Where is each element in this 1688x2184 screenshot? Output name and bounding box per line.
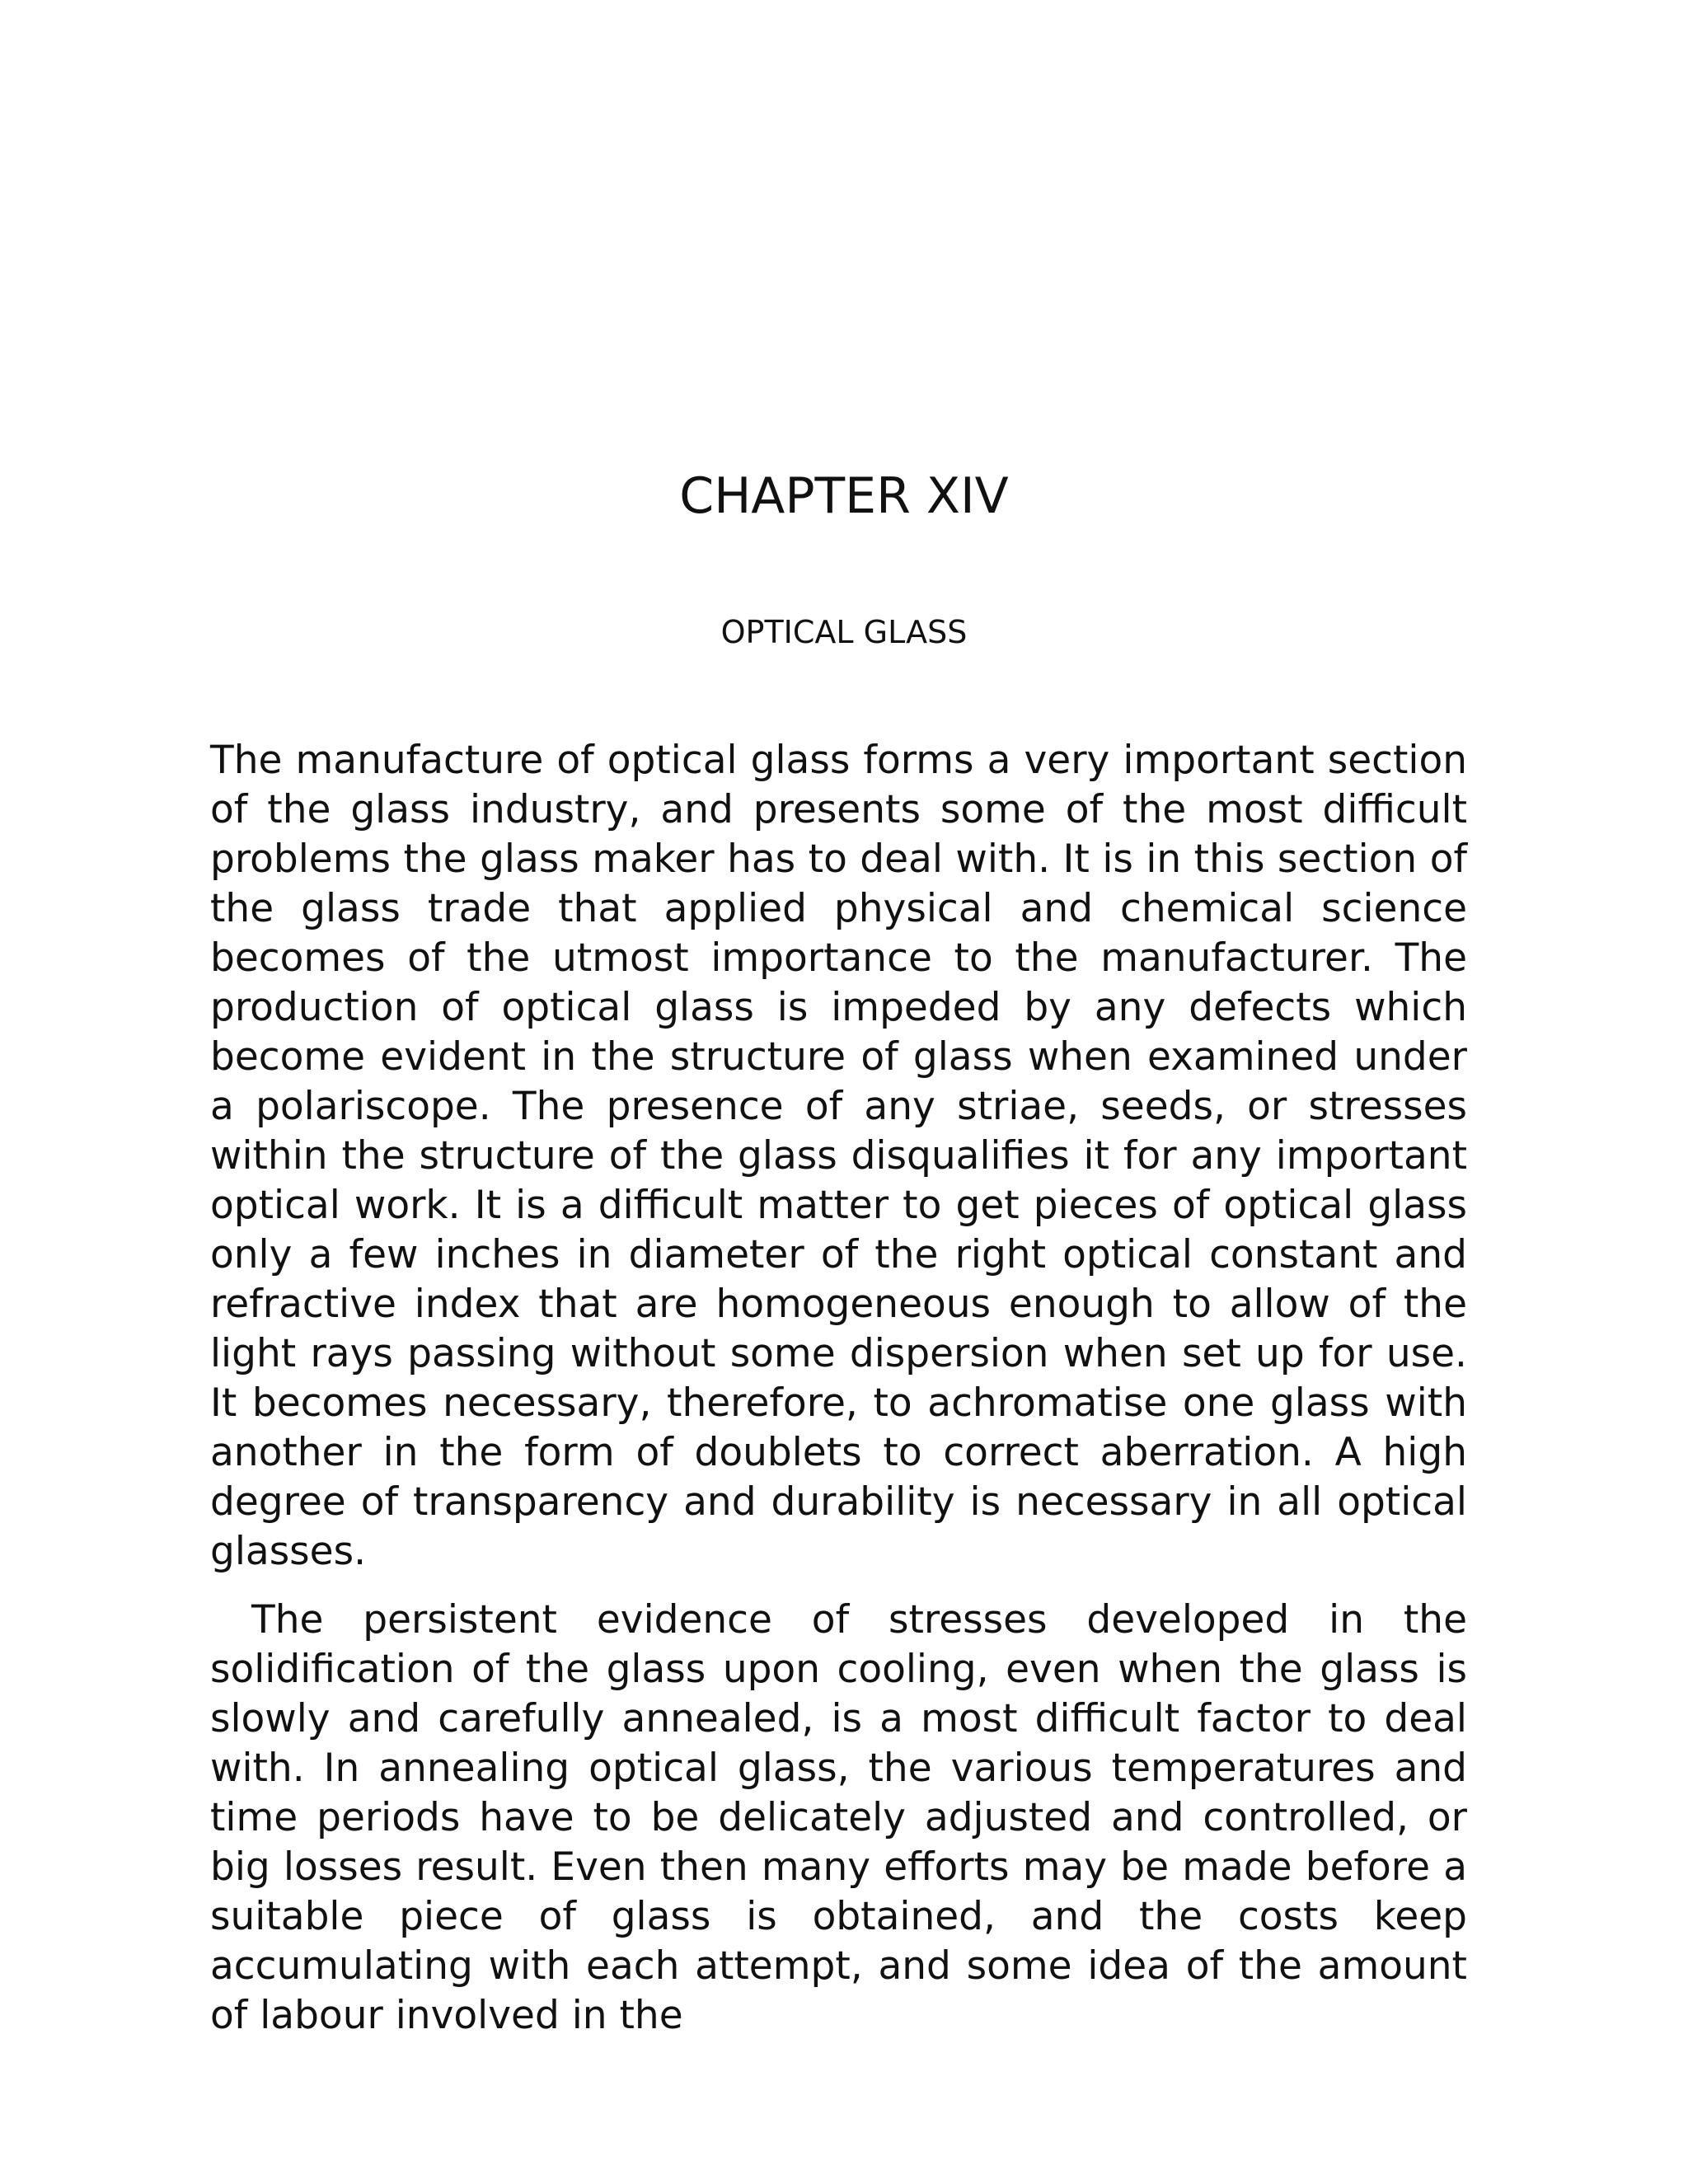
chapter-title: CHAPTER XIV — [679, 467, 1009, 525]
paragraph-1: The manufacture of optical glass forms a very important section of the glass industry, and presents some of the most difficult problems the glass maker has to deal with. It is in this section of the glass trade that applied physical and chemical science becomes of the utmost importance to the manufacturer. The production of optical glass is impeded by any defects which become evident in the structure of glass when examined under a polariscope. The presence of any striae, seeds, or stresses within the structure of the glass disqualifies it for any important optical work. It is a difficult matter to get pieces of optical glass only a few inches in diameter of the right optical constant and refractive index that are homogeneous enough to allow of the light rays passing without some dispersion when set up for use. It becomes necessary, therefore, to achromatise one glass with another in the form of doublets to correct aberration. A high degree of transparency and durability is necessary in all optical glasses. — [210, 738, 1467, 1574]
chapter-subtitle: OPTICAL GLASS — [720, 614, 968, 650]
paragraph-2: The persistent evidence of stresses developed in the solidification of the glass upon cooling, even when the glass is slowly and carefully annealed, is a most difficult factor to deal with. In annealing optical glass, the various temperatures and time periods have to be delicately adjusted and controlled, or big losses result. Even then many efforts may be made before a suitable piece of glass is obtained, and the costs keep accumulating with each attempt, and some idea of the amount of labour involved in the — [210, 1597, 1467, 2038]
chapter-body — [210, 736, 1467, 2041]
